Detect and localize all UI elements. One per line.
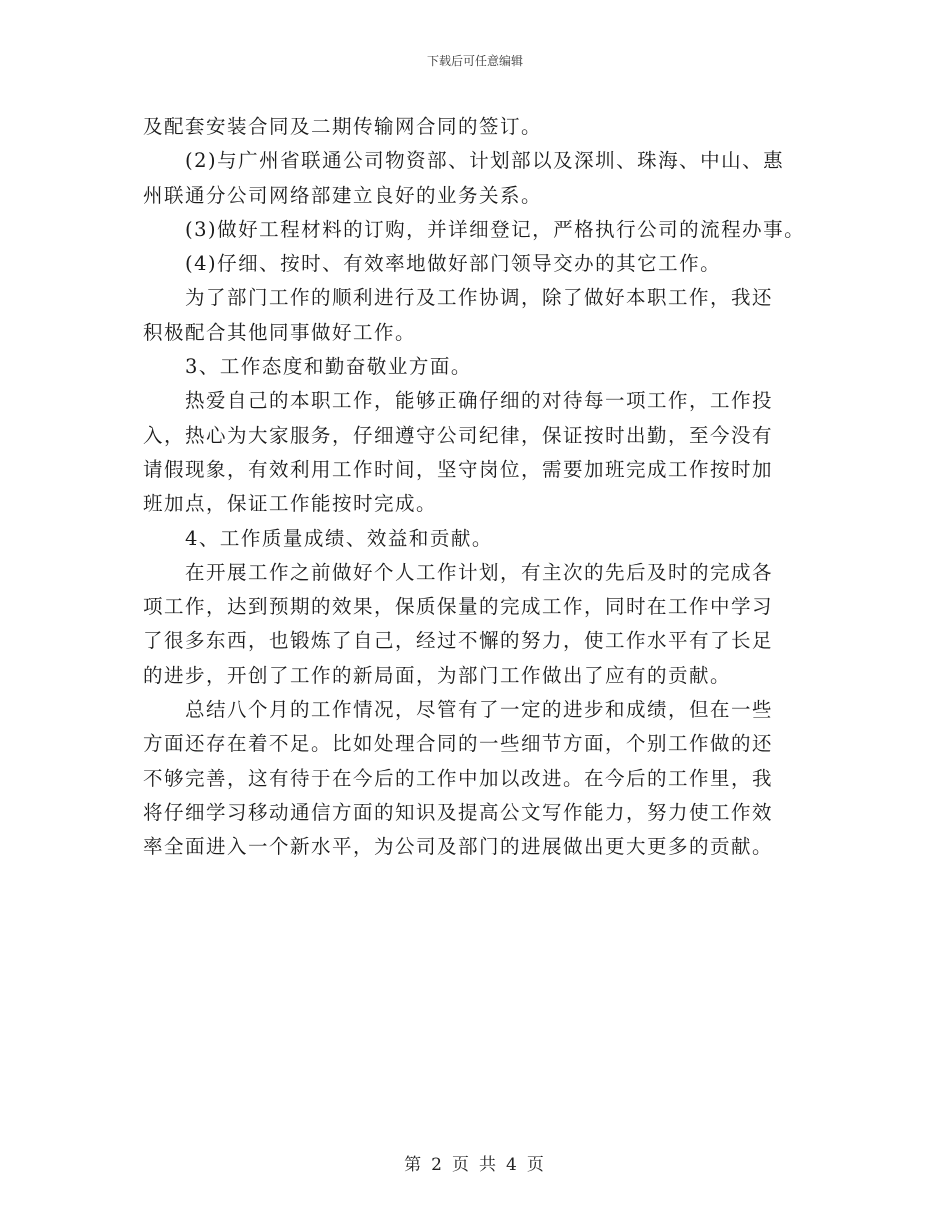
text-line: 项工作，达到预期的效果，保质保量的完成工作，同时在工作中学习 bbox=[143, 595, 774, 619]
paragraph bbox=[143, 144, 813, 213]
text-line: 在开展工作之前做好个人工作计划，有主次的先后及时的完成各 bbox=[185, 560, 774, 584]
text-line: 积极配合其他同事做好工作。 bbox=[143, 320, 417, 344]
text-line: 的进步，开创了工作的新局面，为部门工作做出了应有的贡献。 bbox=[143, 663, 732, 687]
text-line: (3)做好工程材料的订购，并详细登记，严格执行公司的流程办事。 bbox=[185, 217, 806, 241]
text-line: 为了部门工作的顺利进行及工作协调，除了做好本职工作，我还 bbox=[185, 286, 774, 310]
text-line: (4)仔细、按时、有效率地做好部门领导交办的其它工作。 bbox=[185, 252, 722, 276]
text-line: 热爱自己的本职工作，能够正确仔细的对待每一项工作，工作投 bbox=[185, 389, 774, 413]
text-line: 将仔细学习移动通信方面的知识及提高公文写作能力，努力使工作效 bbox=[143, 800, 774, 824]
text-line: 班加点，保证工作能按时完成。 bbox=[143, 492, 438, 516]
text-line: 率全面进入一个新水平，为公司及部门的进展做出更大更多的贡献。 bbox=[143, 835, 774, 859]
page-header: 下载后可任意编辑 bbox=[426, 54, 523, 68]
paragraph bbox=[143, 556, 813, 693]
text-line: 3、工作态度和勤奋敬业方面。 bbox=[185, 355, 472, 379]
total-pages: 4 bbox=[506, 1155, 519, 1175]
text-line: 4、工作质量成绩、效益和贡献。 bbox=[185, 526, 493, 550]
paragraph bbox=[143, 281, 813, 350]
footer-gong: 共 bbox=[479, 1155, 498, 1175]
text-line: 入，热心为大家服务，仔细遵守公司纪律，保证按时出勤，至今没有 bbox=[143, 423, 774, 447]
paragraph bbox=[143, 213, 813, 247]
section-heading bbox=[143, 350, 813, 384]
text-line: 州联通分公司网络部建立良好的业务关系。 bbox=[143, 183, 543, 207]
text-line: 及配套安装合同及二期传输网合同的签订。 bbox=[143, 115, 543, 138]
text-line: 总结八个月的工作情况，尽管有了一定的进步和成绩，但在一些 bbox=[185, 698, 774, 722]
paragraph bbox=[143, 693, 813, 864]
current-page-number: 2 bbox=[431, 1155, 444, 1175]
footer-di: 第 bbox=[404, 1155, 424, 1175]
text-line: 不够完善，这有待于在今后的工作中加以改进。在今后的工作里，我 bbox=[143, 766, 774, 790]
document-body bbox=[143, 110, 813, 865]
text-line: 请假现象，有效利用工作时间，坚守岗位，需要加班完成工作按时加 bbox=[143, 457, 774, 481]
paragraph bbox=[143, 384, 813, 521]
section-heading bbox=[143, 522, 813, 556]
text-line: 了很多东西，也锻炼了自己，经过不懈的努力，使工作水平有了长足 bbox=[143, 629, 774, 653]
paragraph bbox=[143, 110, 813, 144]
text-line: (2)与广州省联通公司物资部、计划部以及深圳、珠海、中山、惠 bbox=[185, 149, 785, 173]
footer-ye: 页 bbox=[452, 1155, 471, 1175]
text-line: 方面还存在着不足。比如处理合同的一些细节方面，个别工作做的还 bbox=[143, 732, 774, 756]
footer-ye-2: 页 bbox=[526, 1155, 546, 1175]
paragraph bbox=[143, 247, 813, 281]
page-footer bbox=[0, 1154, 950, 1176]
